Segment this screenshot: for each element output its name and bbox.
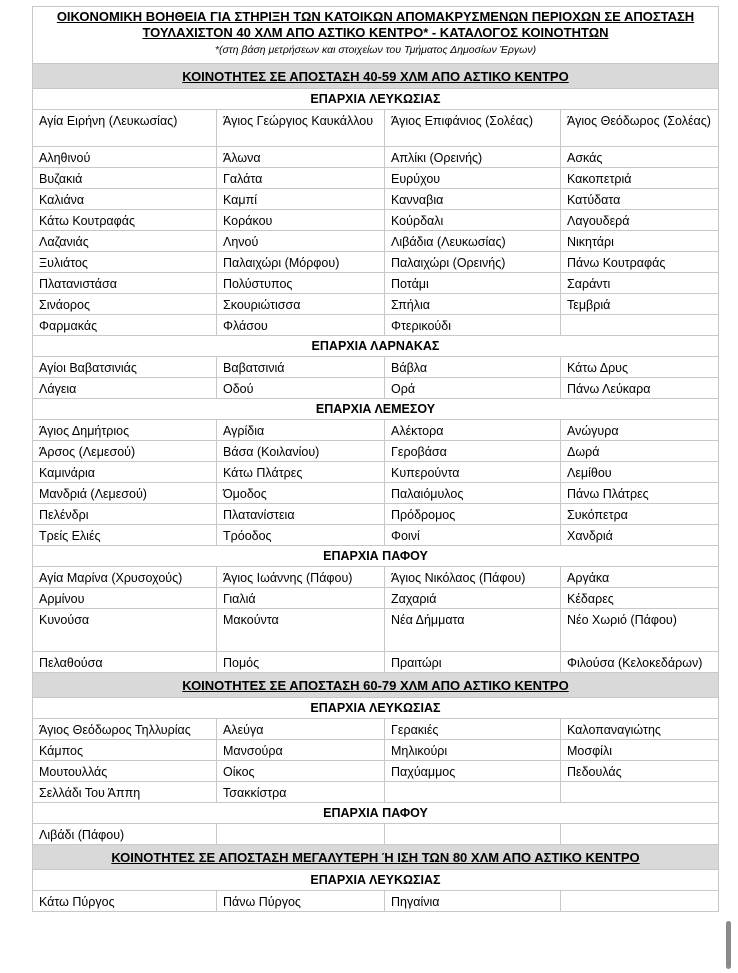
community-cell: Κάτω Πύργος bbox=[33, 891, 217, 912]
band-60-79-title: ΚΟΙΝΟΤΗΤΕΣ ΣΕ ΑΠΟΣΤΑΣΗ 60-79 ΧΛΜ ΑΠΟ ΑΣΤΙΚΟ ΚΕΝΤΡΟ bbox=[33, 673, 719, 698]
community-cell: Πελένδρι bbox=[33, 504, 217, 525]
community-row bbox=[33, 740, 719, 761]
community-row bbox=[33, 252, 719, 273]
community-cell: Άγιος Γεώργιος Καυκάλλου bbox=[217, 110, 385, 147]
community-cell: Άγιος Δημήτριος bbox=[33, 420, 217, 441]
community-cell: Καμινάρια bbox=[33, 462, 217, 483]
community-cell: Άγιος Επιφάνιος (Σολέας) bbox=[385, 110, 561, 147]
community-cell: Νέο Χωριό (Πάφου) bbox=[561, 609, 719, 652]
s40-larnaka-rows bbox=[33, 357, 719, 399]
community-row bbox=[33, 567, 719, 588]
community-cell bbox=[561, 782, 719, 803]
s60-lefkosia-rows bbox=[33, 719, 719, 803]
community-cell: Τρείς Ελιές bbox=[33, 525, 217, 546]
community-cell: Χανδριά bbox=[561, 525, 719, 546]
community-cell: Φιλούσα (Κελοκεδάρων) bbox=[561, 652, 719, 673]
band-40-59-title: ΚΟΙΝΟΤΗΤΕΣ ΣΕ ΑΠΟΣΤΑΣΗ 40-59 ΧΛΜ ΑΠΟ ΑΣΤΙΚΟ ΚΕΝΤΡΟ bbox=[33, 64, 719, 89]
band-40-59 bbox=[33, 64, 719, 89]
eparchy-title-pafos: ΕΠΑΡΧΙΑ ΠΑΦΟΥ bbox=[33, 546, 719, 567]
community-cell bbox=[385, 824, 561, 845]
community-cell: Ποτάμι bbox=[385, 273, 561, 294]
community-cell: Νέα Δήμματα bbox=[385, 609, 561, 652]
community-cell: Λαζανιάς bbox=[33, 231, 217, 252]
community-cell: Όμοδος bbox=[217, 483, 385, 504]
community-row bbox=[33, 719, 719, 740]
community-cell: Πραιτώρι bbox=[385, 652, 561, 673]
community-cell: Αλέκτορα bbox=[385, 420, 561, 441]
community-cell: Πλατανίστεια bbox=[217, 504, 385, 525]
community-cell bbox=[561, 315, 719, 336]
community-cell: Παλαιχώρι (Μόρφου) bbox=[217, 252, 385, 273]
community-cell: Κάτω Πλάτρες bbox=[217, 462, 385, 483]
community-cell: Κάτω Δρυς bbox=[561, 357, 719, 378]
community-row bbox=[33, 588, 719, 609]
community-cell: Άγιος Νικόλαος (Πάφου) bbox=[385, 567, 561, 588]
community-cell: Πλατανιστάσα bbox=[33, 273, 217, 294]
community-row bbox=[33, 504, 719, 525]
s80-lefkosia-rows bbox=[33, 891, 719, 912]
community-row bbox=[33, 824, 719, 845]
community-cell: Ευρύχου bbox=[385, 168, 561, 189]
document-header-row bbox=[33, 7, 719, 64]
community-cell: Πάνω Λεύκαρα bbox=[561, 378, 719, 399]
community-cell: Νικητάρι bbox=[561, 231, 719, 252]
community-cell: Πελαθούσα bbox=[33, 652, 217, 673]
community-row bbox=[33, 483, 719, 504]
community-cell: Σελλάδι Του Άππη bbox=[33, 782, 217, 803]
community-cell: Μακούντα bbox=[217, 609, 385, 652]
community-cell: Τσακκίστρα bbox=[217, 782, 385, 803]
community-cell: Παλαιχώρι (Ορεινής) bbox=[385, 252, 561, 273]
eparchy-title-pafos: ΕΠΑΡΧΙΑ ΠΑΦΟΥ bbox=[33, 803, 719, 824]
community-cell: Γεροβάσα bbox=[385, 441, 561, 462]
community-cell: Ζαχαριά bbox=[385, 588, 561, 609]
community-row bbox=[33, 782, 719, 803]
community-cell: Σκουριώτισσα bbox=[217, 294, 385, 315]
community-row bbox=[33, 420, 719, 441]
community-cell: Άγιος Ιωάννης (Πάφου) bbox=[217, 567, 385, 588]
community-cell: Σαράντι bbox=[561, 273, 719, 294]
community-cell: Βάβλα bbox=[385, 357, 561, 378]
communities-table bbox=[32, 6, 719, 912]
community-cell: Δωρά bbox=[561, 441, 719, 462]
eparchy-title-lefkosia: ΕΠΑΡΧΙΑ ΛΕΥΚΩΣΙΑΣ bbox=[33, 698, 719, 719]
document-title-line-2: ΤΟΥΛΑΧΙΣΤΟΝ 40 ΧΛΜ ΑΠΟ ΑΣΤΙΚΟ ΚΕΝΤΡΟ* - ΚΑΤΑΛΟΓΟΣ ΚΟΙΝΟΤΗΤΩΝ bbox=[142, 25, 609, 40]
community-row bbox=[33, 462, 719, 483]
s60-pafos-rows bbox=[33, 824, 719, 845]
eparchy-title-lemesos: ΕΠΑΡΧΙΑ ΛΕΜΕΣΟΥ bbox=[33, 399, 719, 420]
community-cell: Κάμπος bbox=[33, 740, 217, 761]
community-cell: Πολύστυπος bbox=[217, 273, 385, 294]
community-cell: Παχύαμμος bbox=[385, 761, 561, 782]
community-cell: Πάνω Πύργος bbox=[217, 891, 385, 912]
community-cell: Άγιος Θεόδωρος (Σολέας) bbox=[561, 110, 719, 147]
community-cell: Γιαλιά bbox=[217, 588, 385, 609]
community-cell: Καλιάνα bbox=[33, 189, 217, 210]
community-cell: Συκόπετρα bbox=[561, 504, 719, 525]
document bbox=[32, 6, 718, 912]
community-cell: Αγρίδια bbox=[217, 420, 385, 441]
s40-pafos-rows bbox=[33, 567, 719, 673]
community-row bbox=[33, 231, 719, 252]
community-cell: Κανναβια bbox=[385, 189, 561, 210]
scrollbar-thumb[interactable] bbox=[726, 921, 731, 969]
community-cell: Κοράκου bbox=[217, 210, 385, 231]
eparchy-row bbox=[33, 399, 719, 420]
eparchy-title-larnaka: ΕΠΑΡΧΙΑ ΛΑΡΝΑΚΑΣ bbox=[33, 336, 719, 357]
document-title-line-1: ΟΙΚΟΝΟΜΙΚΗ ΒΟΗΘΕΙΑ ΓΙΑ ΣΤΗΡΙΞΗ ΤΩΝ ΚΑΤΟΙΚΩΝ ΑΠΟΜΑΚΡΥΣΜΕΝΩΝ ΠΕΡΙΟΧΩΝ ΣΕ ΑΠΟΣΤΑΣΗ bbox=[56, 9, 695, 24]
eparchy-row bbox=[33, 698, 719, 719]
eparchy-title-lefkosia: ΕΠΑΡΧΙΑ ΛΕΥΚΩΣΙΑΣ bbox=[33, 89, 719, 110]
community-cell bbox=[561, 891, 719, 912]
community-row bbox=[33, 168, 719, 189]
community-cell: Άρσος (Λεμεσού) bbox=[33, 441, 217, 462]
community-cell: Οδού bbox=[217, 378, 385, 399]
community-cell: Σινάορος bbox=[33, 294, 217, 315]
community-row bbox=[33, 525, 719, 546]
community-cell: Λιβάδι (Πάφου) bbox=[33, 824, 217, 845]
community-cell: Ανώγυρα bbox=[561, 420, 719, 441]
community-cell bbox=[217, 824, 385, 845]
community-cell: Πεδουλάς bbox=[561, 761, 719, 782]
community-cell: Βαβατσινιά bbox=[217, 357, 385, 378]
community-cell: Τρόοδος bbox=[217, 525, 385, 546]
community-cell: Πρόδρομος bbox=[385, 504, 561, 525]
community-cell: Μουτουλλάς bbox=[33, 761, 217, 782]
community-cell: Κακοπετριά bbox=[561, 168, 719, 189]
community-row bbox=[33, 761, 719, 782]
eparchy-row bbox=[33, 336, 719, 357]
community-row bbox=[33, 189, 719, 210]
community-cell: Βάσα (Κοιλανίου) bbox=[217, 441, 385, 462]
s40-lefkosia-rows bbox=[33, 110, 719, 336]
community-cell: Αγία Ειρήνη (Λευκωσίας) bbox=[33, 110, 217, 147]
community-cell: Μανδριά (Λεμεσού) bbox=[33, 483, 217, 504]
community-cell: Λεμίθου bbox=[561, 462, 719, 483]
community-cell: Αργάκα bbox=[561, 567, 719, 588]
community-row bbox=[33, 315, 719, 336]
community-cell: Καλοπαναγιώτης bbox=[561, 719, 719, 740]
community-cell: Λαγουδερά bbox=[561, 210, 719, 231]
community-row bbox=[33, 273, 719, 294]
s40-lemesos-rows bbox=[33, 420, 719, 546]
eparchy-row bbox=[33, 89, 719, 110]
document-header bbox=[33, 7, 719, 64]
community-row bbox=[33, 441, 719, 462]
eparchy-title-lefkosia: ΕΠΑΡΧΙΑ ΛΕΥΚΩΣΙΑΣ bbox=[33, 870, 719, 891]
eparchy-row bbox=[33, 870, 719, 891]
community-cell: Λάγεια bbox=[33, 378, 217, 399]
community-row bbox=[33, 147, 719, 168]
eparchy-row bbox=[33, 803, 719, 824]
community-cell: Λιβάδια (Λευκωσίας) bbox=[385, 231, 561, 252]
community-cell: Φτερικούδι bbox=[385, 315, 561, 336]
community-cell: Άγιος Θεόδωρος Τηλλυρίας bbox=[33, 719, 217, 740]
band-80-plus bbox=[33, 845, 719, 870]
community-cell: Ληνού bbox=[217, 231, 385, 252]
community-cell: Ορά bbox=[385, 378, 561, 399]
community-cell: Κούρδαλι bbox=[385, 210, 561, 231]
community-cell: Κάτω Κουτραφάς bbox=[33, 210, 217, 231]
community-cell: Αλεύγα bbox=[217, 719, 385, 740]
community-row bbox=[33, 294, 719, 315]
community-cell bbox=[561, 824, 719, 845]
community-cell: Σπήλια bbox=[385, 294, 561, 315]
community-cell: Ξυλιάτος bbox=[33, 252, 217, 273]
community-cell: Οίκος bbox=[217, 761, 385, 782]
community-cell: Αληθινού bbox=[33, 147, 217, 168]
band-80-plus-title: ΚΟΙΝΟΤΗΤΕΣ ΣΕ ΑΠΟΣΤΑΣΗ ΜΕΓΑΛΥΤΕΡΗ Ή ΙΣΗ ΤΩΝ 80 ΧΛΜ ΑΠΟ ΑΣΤΙΚΟ ΚΕΝΤΡΟ bbox=[33, 845, 719, 870]
community-cell: Κυπερούντα bbox=[385, 462, 561, 483]
community-cell: Βυζακιά bbox=[33, 168, 217, 189]
community-cell: Πομός bbox=[217, 652, 385, 673]
community-row bbox=[33, 357, 719, 378]
community-cell: Μοσφίλι bbox=[561, 740, 719, 761]
community-cell: Κέδαρες bbox=[561, 588, 719, 609]
community-row bbox=[33, 210, 719, 231]
community-cell bbox=[385, 782, 561, 803]
community-row bbox=[33, 609, 719, 652]
community-cell: Γαλάτα bbox=[217, 168, 385, 189]
community-cell: Αγίοι Βαβατσινιάς bbox=[33, 357, 217, 378]
eparchy-row bbox=[33, 546, 719, 567]
community-cell: Μανσούρα bbox=[217, 740, 385, 761]
community-row bbox=[33, 891, 719, 912]
community-cell: Καμπί bbox=[217, 189, 385, 210]
community-cell: Γερακιές bbox=[385, 719, 561, 740]
community-cell: Φλάσου bbox=[217, 315, 385, 336]
community-cell: Μηλικούρι bbox=[385, 740, 561, 761]
community-cell: Κατύδατα bbox=[561, 189, 719, 210]
community-cell: Πάνω Κουτραφάς bbox=[561, 252, 719, 273]
community-cell: Φοινί bbox=[385, 525, 561, 546]
community-cell: Τεμβριά bbox=[561, 294, 719, 315]
community-cell: Πάνω Πλάτρες bbox=[561, 483, 719, 504]
community-cell: Φαρμακάς bbox=[33, 315, 217, 336]
band-60-79 bbox=[33, 673, 719, 698]
community-cell: Πηγαίνια bbox=[385, 891, 561, 912]
community-cell: Αγία Μαρίνα (Χρυσοχούς) bbox=[33, 567, 217, 588]
document-subtitle: *(στη βάση μετρήσεων και στοιχείων του Τμήματος Δημοσίων Έργων) bbox=[214, 44, 537, 56]
community-cell: Κυνούσα bbox=[33, 609, 217, 652]
community-cell: Άλωνα bbox=[217, 147, 385, 168]
community-row bbox=[33, 110, 719, 147]
community-cell: Ασκάς bbox=[561, 147, 719, 168]
community-row bbox=[33, 378, 719, 399]
community-cell: Απλίκι (Ορεινής) bbox=[385, 147, 561, 168]
community-cell: Παλαιόμυλος bbox=[385, 483, 561, 504]
community-row bbox=[33, 652, 719, 673]
community-cell: Αρμίνου bbox=[33, 588, 217, 609]
